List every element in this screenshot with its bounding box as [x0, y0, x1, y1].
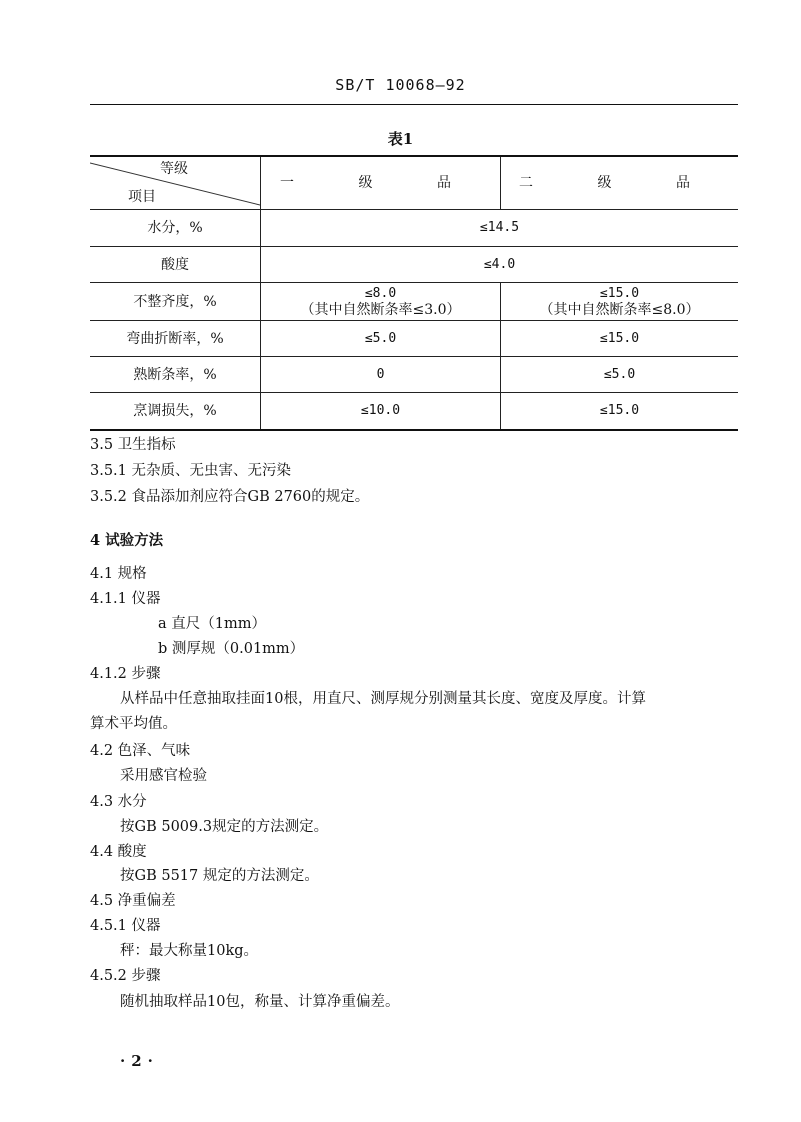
row-value-grade-2: ≤5.0	[501, 357, 739, 393]
section-heading: 3.5 卫生指标	[90, 437, 176, 453]
body-line: 随机抽取样品10包，称量、计算净重偏差。	[120, 994, 400, 1010]
quality-table	[90, 155, 738, 431]
body-line: 从样品中任意抽取挂面10根，用直尺、测厚规分别测量其长度、宽度及厚度。计算	[120, 691, 646, 707]
header-diagonal-cell	[90, 156, 261, 210]
row-value-grade-2: ≤15.0	[501, 393, 739, 430]
header-grade-2: 二 级 品	[501, 156, 739, 210]
value-main: ≤8.0	[364, 285, 397, 301]
row-value-merged: ≤4.0	[261, 247, 739, 283]
row-item: 水分，%	[90, 210, 261, 247]
row-value-grade-2	[501, 283, 739, 321]
row-value-grade-1	[261, 283, 501, 321]
section-heading: 4.1.2 步骤	[90, 666, 161, 682]
row-item: 烹调损失，%	[90, 393, 261, 430]
row-item: 熟断条率，%	[90, 357, 261, 393]
section-heading: 4.1.1 仪器	[90, 591, 161, 607]
body-line: 按GB 5517 规定的方法测定。	[120, 868, 319, 884]
section-heading: 4.5.2 步骤	[90, 968, 161, 984]
page-number: ·2·	[120, 1052, 159, 1070]
table-row	[90, 210, 738, 247]
header-rule	[90, 104, 738, 105]
row-item: 弯曲折断率，%	[90, 321, 261, 357]
body-line: 按GB 5009.3规定的方法测定。	[120, 819, 329, 835]
table-row	[90, 283, 738, 321]
body-line: 3.5.2 食品添加剂应符合GB 2760的规定。	[90, 489, 370, 505]
table-row	[90, 357, 738, 393]
header-item-label: 项目	[128, 189, 156, 205]
header-grade-label: 等级	[160, 161, 188, 177]
row-value-merged: ≤14.5	[261, 210, 739, 247]
body-line: 秤：最大称量10kg。	[120, 943, 259, 959]
row-item: 不整齐度，%	[90, 283, 261, 321]
table-row	[90, 393, 738, 430]
table-title: 表1	[387, 130, 414, 148]
header-grade-1: 一 级 品	[261, 156, 501, 210]
row-value-grade-1: 0	[261, 357, 501, 393]
section-heading: 4.5 净重偏差	[90, 893, 176, 909]
section-heading: 4.3 水分	[90, 794, 147, 810]
value-main: ≤15.0	[599, 285, 640, 301]
section-heading: 4.1 规格	[90, 566, 147, 582]
row-value-grade-2: ≤15.0	[501, 321, 739, 357]
list-item: a 直尺（1mm）	[158, 616, 266, 632]
table-header-row	[90, 156, 738, 210]
section-heading: 4.5.1 仪器	[90, 918, 161, 934]
list-item: b 测厚规（0.01mm）	[158, 641, 305, 657]
body-line: 采用感官检验	[120, 768, 207, 784]
row-value-grade-1: ≤5.0	[261, 321, 501, 357]
row-value-grade-1: ≤10.0	[261, 393, 501, 430]
row-item: 酸度	[90, 247, 261, 283]
document-header: SB/T 10068—92	[335, 76, 466, 94]
body-line: 3.5.1 无杂质、无虫害、无污染	[90, 463, 292, 479]
body-line: 算术平均值。	[90, 716, 177, 732]
value-sub: （其中自然断条率≤8.0）	[539, 301, 700, 318]
section-heading: 4.2 色泽、气味	[90, 743, 191, 759]
section-heading: 4 试验方法	[90, 532, 164, 549]
table-row	[90, 321, 738, 357]
table-row	[90, 247, 738, 283]
section-heading: 4.4 酸度	[90, 844, 147, 860]
value-sub: （其中自然断条率≤3.0）	[300, 301, 461, 318]
